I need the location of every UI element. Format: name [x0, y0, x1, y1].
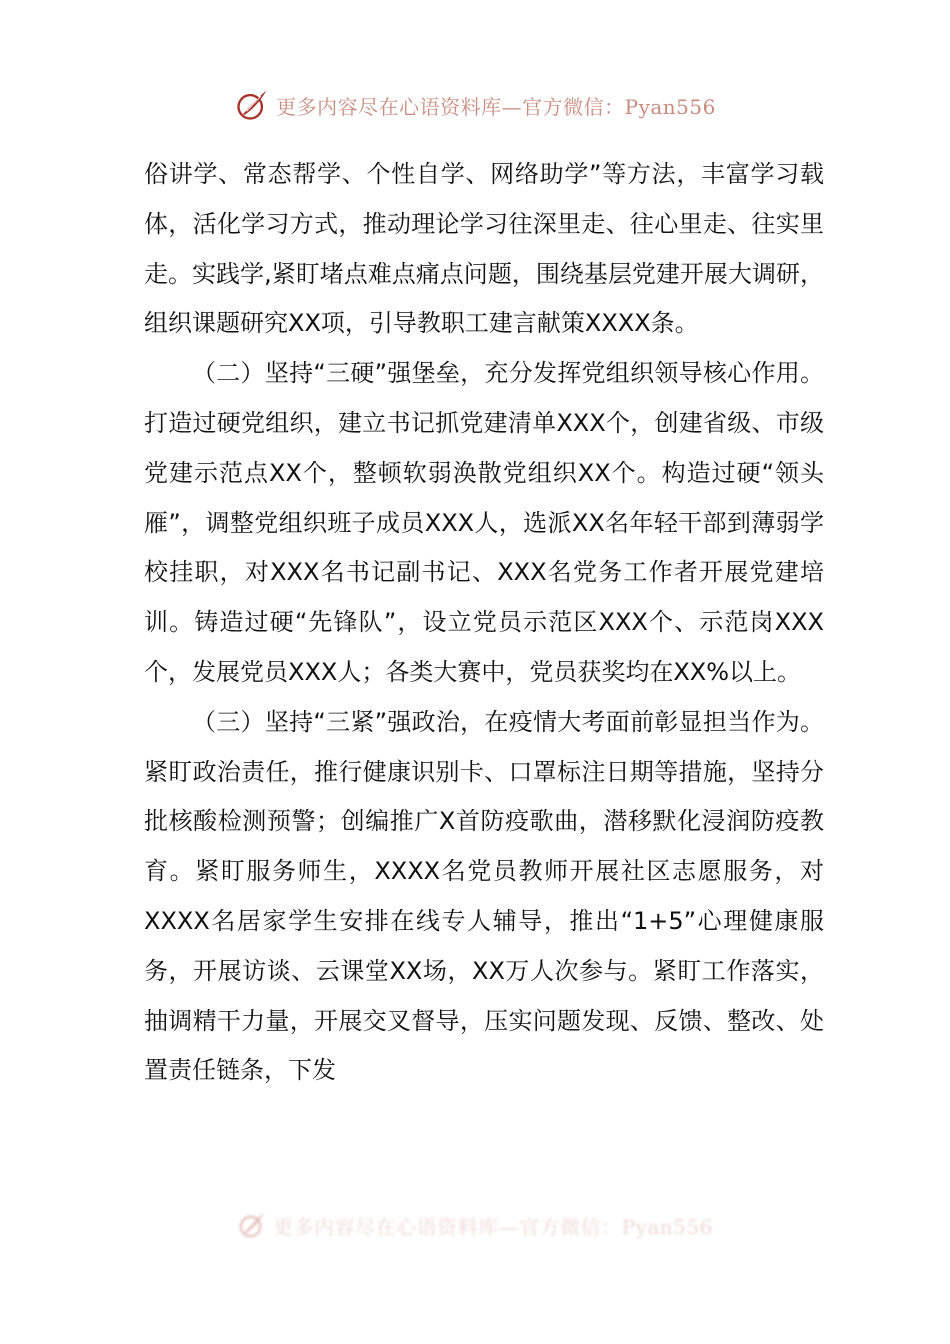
watermark-footer: [0, 1208, 950, 1242]
watermark-header: [0, 80, 950, 130]
paragraph-section-2: （二）坚持“三硬”强堡垒，充分发挥党组织领导核心作用。打造过硬党组织，建立书记抓党建清单XXX个，创建省级、市级党建示范点XX个，整顿软弱涣散党组织XX个。构造过硬“领头雁”，调整党组织班子成员XXX人，选派XX名年轻干部到薄弱学校挂职，对XXX名书记副书记、XXX名党务工作者开展党建培训。铸造过硬“先锋队”，设立党员示范区XXX个、示范岗XXX个，发展党员XXX人；各类大赛中，党员获奖均在XX%以上。: [144, 359, 824, 686]
paragraph-1-continued: 俗讲学、常态帮学、个性自学、网络助学”等方法，丰富学习载体，活化学习方式，推动理论学习往深里走、往心里走、往实里走。实践学,紧盯堵点难点痛点问题，围绕基层党建开展大调研，组织课题研究XX项，引导教职工建言献策XXXX条。: [144, 160, 824, 338]
quill-pen-footer-icon: [237, 1210, 267, 1240]
paragraph-section-3: （三）坚持“三紧”强政治，在疫情大考面前彰显担当作为。紧盯政治责任，推行健康识别卡、口罩标注日期等措施，坚持分批核酸检测预警；创编推广X首防疫歌曲，潜移默化浸润防疫教育。紧盯服务师生，XXXX名党员教师开展社区志愿服务，对XXXX名居家学生安排在线专人辅导，推出“1+5”心理健康服务，开展访谈、云课堂XX场，XX万人次参与。紧盯工作落实，抽调精干力量，开展交叉督导，压实问题发现、反馈、整改、处置责任链条，下发: [144, 707, 824, 1085]
header-banner-text: 更多内容尽在心语资料库—官方微信：Pyan556: [276, 94, 716, 119]
footer-banner-text: 更多内容尽在心语资料库—官方微信：Pyan556: [273, 1214, 713, 1239]
quill-pen-logo-icon: [234, 87, 270, 123]
document-body: [144, 150, 824, 1096]
